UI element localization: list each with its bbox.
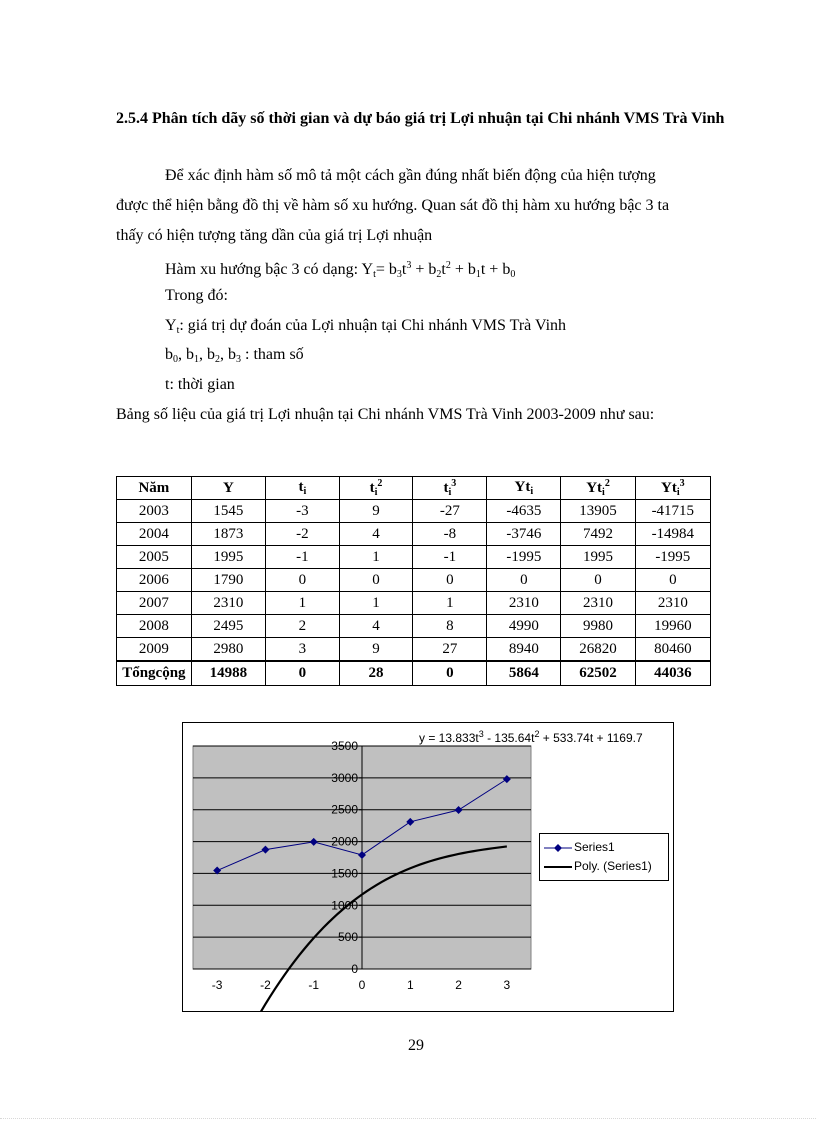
table-cell: 9 — [339, 500, 413, 523]
table-total-cell: 0 — [265, 661, 339, 686]
legend-label-series1: Series1 — [574, 840, 615, 854]
table-cell: 2008 — [117, 615, 192, 638]
y-tick-label: 1000 — [331, 898, 358, 913]
table-cell: 2 — [265, 615, 339, 638]
table-cell: 8940 — [487, 638, 561, 662]
col-header-yti3: $Yt_i^3$ — [635, 477, 710, 500]
table-cell: -1995 — [635, 546, 710, 569]
x-tick-label: -3 — [211, 978, 223, 992]
table-cell: 2004 — [117, 523, 192, 546]
col-header-ti2: $t_i^2$ — [339, 477, 413, 500]
trong-do-label: Trong đó: — [165, 287, 228, 304]
table-cell: 0 — [339, 569, 413, 592]
intro-line-3: thấy có hiện tượng tăng dần của giá trị Lợi nhuận — [116, 227, 433, 244]
trend-chart — [182, 722, 674, 1012]
table-cell: -8 — [413, 523, 487, 546]
table-cell: 0 — [413, 569, 487, 592]
y-tick-label: 2000 — [331, 834, 358, 849]
table-cell: 1 — [265, 592, 339, 615]
table-cell: 2005 — [117, 546, 192, 569]
table-total-cell: 0 — [413, 661, 487, 686]
table-cell: -2 — [265, 523, 339, 546]
col-header-yti2: $Yt_i^2$ — [561, 477, 635, 500]
table-cell: -1995 — [487, 546, 561, 569]
definition-t: t: thời gian — [165, 376, 235, 393]
table-cell: 0 — [561, 569, 635, 592]
table-cell: 4 — [339, 615, 413, 638]
table-cell: 2310 — [561, 592, 635, 615]
table-intro: Bảng số liệu của giá trị Lợi nhuận tại Chi nhánh VMS Trà Vinh 2003-2009 như sau: — [116, 406, 655, 423]
table-cell: 1873 — [191, 523, 265, 546]
table-cell: 27 — [413, 638, 487, 662]
table-cell: 0 — [265, 569, 339, 592]
table-total-cell: 5864 — [487, 661, 561, 686]
formula-line: Hàm xu hướng bậc 3 có dạng: $Y_t= b_3t^3 + b_2t^2 + b_1t + b_0$ — [165, 260, 516, 280]
y-tick-label: 0 — [351, 962, 358, 976]
intro-line-1: Để xác định hàm số mô tả một cách gần đúng nhất biến động của hiện tượng — [165, 167, 656, 184]
table-cell: 2007 — [117, 592, 192, 615]
table-cell: 2310 — [635, 592, 710, 615]
table-total-cell: Tổngcộng — [117, 661, 192, 686]
table-cell: -27 — [413, 500, 487, 523]
table-cell: -1 — [265, 546, 339, 569]
table-cell: 1545 — [191, 500, 265, 523]
table-cell: 0 — [635, 569, 710, 592]
table-cell: 2495 — [191, 615, 265, 638]
table-cell: 26820 — [561, 638, 635, 662]
col-header-nam: Năm — [117, 477, 192, 500]
table-cell: 9 — [339, 638, 413, 662]
table-row — [117, 546, 711, 569]
table-cell: 9980 — [561, 615, 635, 638]
table-total-cell: 14988 — [191, 661, 265, 686]
table-row — [117, 615, 711, 638]
y-tick-label: 500 — [337, 930, 358, 945]
table-cell: -14984 — [635, 523, 710, 546]
section-heading: 2.5.4 Phân tích dãy số thời gian và dự báo giá trị Lợi nhuận tại Chi nhánh VMS Trà Vinh — [116, 110, 725, 127]
table-cell: -3746 — [487, 523, 561, 546]
table-header-row — [117, 477, 711, 500]
y-tick-label: 3500 — [331, 739, 358, 753]
x-tick-label: 1 — [406, 978, 414, 992]
table-row — [117, 500, 711, 523]
table-cell: 1 — [413, 592, 487, 615]
table-cell: -41715 — [635, 500, 710, 523]
y-tick-label: 3000 — [331, 770, 358, 785]
table-cell: 80460 — [635, 638, 710, 662]
table-cell: 8 — [413, 615, 487, 638]
table-cell: 2003 — [117, 500, 192, 523]
table-total-cell: 28 — [339, 661, 413, 686]
table-cell: 1 — [339, 592, 413, 615]
x-tick-label: 0 — [358, 978, 366, 992]
table-total-cell: 62502 — [561, 661, 635, 686]
table-cell: 2009 — [117, 638, 192, 662]
definition-y: $Y_t$: giá trị dự đoán của Lợi nhuận tại Chi nhánh VMS Trà Vinh — [165, 317, 567, 336]
legend-symbol-series1 — [544, 840, 572, 856]
x-tick-label: 3 — [503, 978, 511, 992]
col-header-ti3: $t_i^3$ — [413, 477, 487, 500]
table-cell: 1995 — [191, 546, 265, 569]
table-row — [117, 569, 711, 592]
table-row — [117, 523, 711, 546]
table-row — [117, 592, 711, 615]
x-tick-label: -2 — [260, 978, 271, 992]
table-cell: -4635 — [487, 500, 561, 523]
trend-equation: $y = 13.833t^3 - 135.64t^2 + 533.74t + 1169.7$ — [419, 729, 643, 745]
table-row — [117, 638, 711, 662]
page-bottom-divider — [0, 1118, 816, 1119]
legend-symbol-poly — [544, 859, 572, 875]
table-cell: 19960 — [635, 615, 710, 638]
table-cell: 13905 — [561, 500, 635, 523]
table-cell: 1995 — [561, 546, 635, 569]
table-cell: 0 — [487, 569, 561, 592]
table-cell: -3 — [265, 500, 339, 523]
table-cell: 1790 — [191, 569, 265, 592]
chart-legend — [539, 833, 669, 881]
definition-b: $b_0$, $b_1$, $b_2$, $b_3$ : tham số — [165, 346, 304, 365]
y-tick-label: 1500 — [331, 866, 358, 881]
page-number: 29 — [408, 1037, 424, 1054]
col-header-ti: $t_i$ — [265, 477, 339, 500]
table-cell: 7492 — [561, 523, 635, 546]
table-total-cell: 44036 — [635, 661, 710, 686]
x-tick-label: 2 — [455, 978, 462, 992]
table-cell: -1 — [413, 546, 487, 569]
x-tick-label: -1 — [308, 978, 320, 992]
table-cell: 2310 — [487, 592, 561, 615]
table-cell: 2310 — [191, 592, 265, 615]
legend-label-poly: Poly. (Series1) — [574, 859, 652, 873]
col-header-yti: $Yt_i$ — [487, 477, 561, 500]
table-cell: 4 — [339, 523, 413, 546]
table-total-row — [117, 661, 711, 686]
table-cell: 2006 — [117, 569, 192, 592]
col-header-y: Y — [191, 477, 265, 500]
table-cell: 4990 — [487, 615, 561, 638]
table-cell: 3 — [265, 638, 339, 662]
table-cell: 2980 — [191, 638, 265, 662]
table-cell: 1 — [339, 546, 413, 569]
y-tick-label: 2500 — [331, 802, 358, 817]
intro-line-2: được thể hiện bằng đồ thị về hàm số xu hướng. Quan sát đồ thị hàm xu hướng bậc 3 ta — [116, 197, 670, 214]
data-table — [116, 476, 711, 686]
